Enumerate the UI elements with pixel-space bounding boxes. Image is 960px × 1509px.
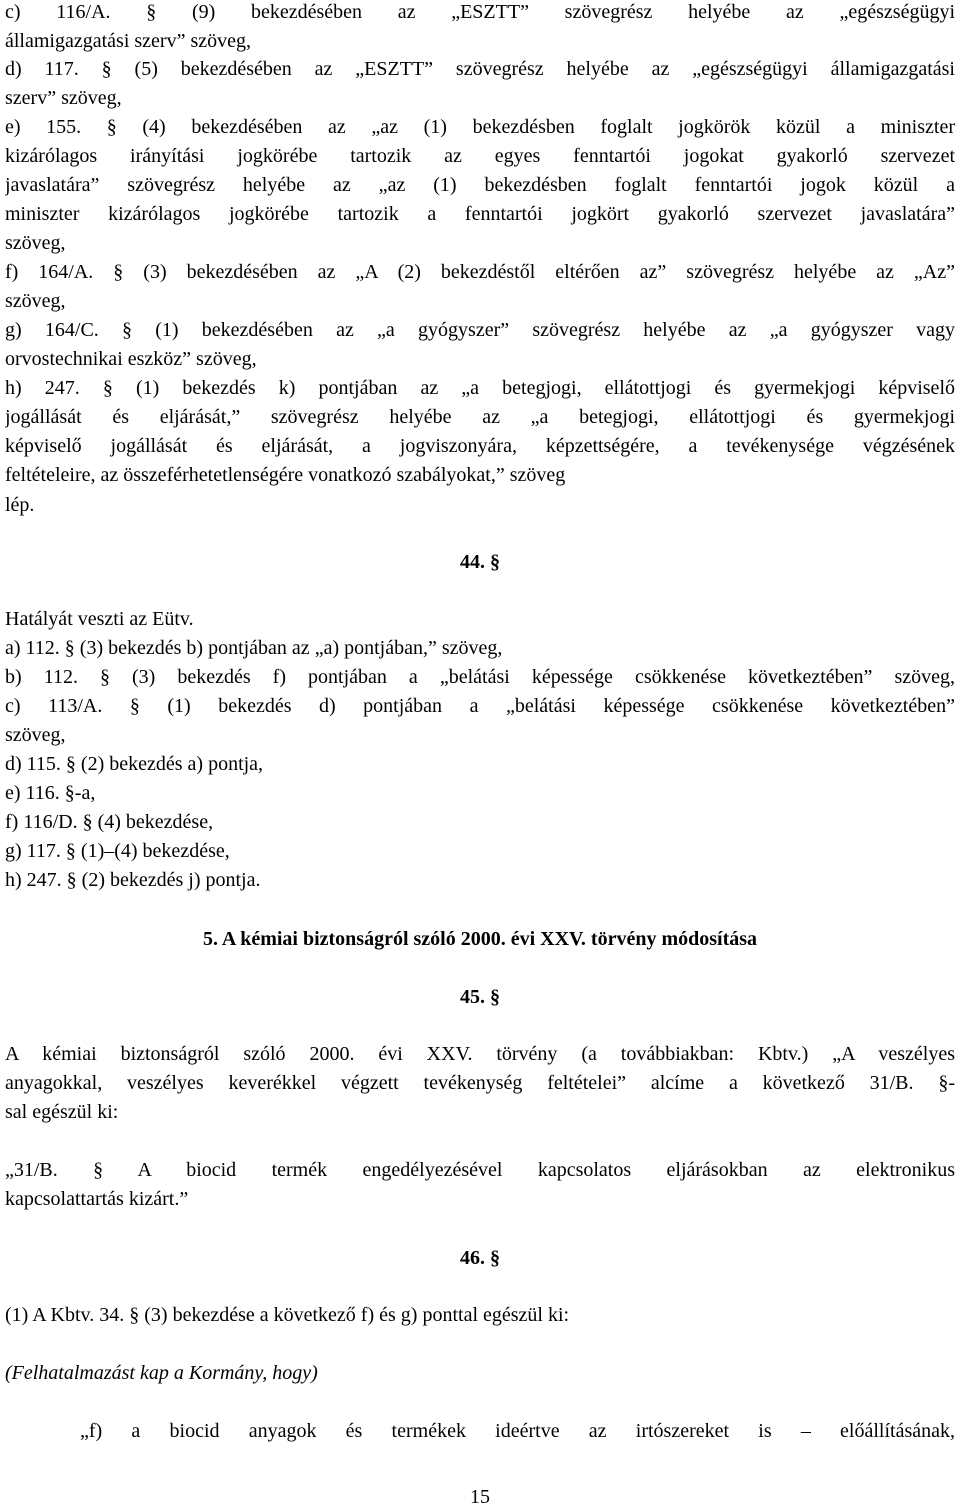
list-item: h) 247. § (2) bekezdés j) pontja. [5,869,261,891]
text-line: feltételeire, az összeférhetetlenségére vonatkozó szabályokat,” szöveg [5,464,566,486]
text-line: (1) A Kbtv. 34. § (3) bekezdése a következő f) és g) ponttal egészül ki: [5,1304,570,1326]
text-line: e) 155. § (4) bekezdésében az „az (1) bekezdésben foglalt jogkörök közül a miniszter [5,116,955,138]
text-line: c) 116/A. § (9) bekezdésében az „ESZTT” szövegrész helyébe az „egészségügyi [5,1,955,23]
text-line: Hatályát veszti az Eütv. [5,608,194,630]
text-line: szöveg, [5,232,66,254]
list-item: e) 116. §-a, [5,782,96,804]
text-line: anyagokkal, veszélyes keverékkel végzett tevékenység feltételei” alcíme a következő 31/B. §- [5,1072,955,1094]
text-line: szöveg, [5,290,66,312]
text-line: d) 117. § (5) bekezdésében az „ESZTT” szövegrész helyébe az „egészségügyi államigazgatási [5,58,955,80]
text-line: „f) a biocid anyagok és termékek ideértve az irtószereket is – előállításának, [80,1420,955,1442]
text-line: lép. [5,494,35,516]
text-line: szerv” szöveg, [5,87,122,109]
text-line: g) 164/C. § (1) bekezdésében az „a gyógyszer” szövegrész helyébe az „a gyógyszer vagy [5,319,955,341]
text-line: h) 247. § (1) bekezdés k) pontjában az „a betegjogi, ellátottjogi és gyermekjogi képviselő [5,377,955,399]
list-item: a) 112. § (3) bekezdés b) pontjában az „a) pontjában,” szöveg, [5,637,503,659]
text-line: államigazgatási szerv” szöveg, [5,30,251,52]
text-line: jogállását és eljárását,” szövegrész helyébe az „a betegjogi, ellátottjogi és gyermekjogi [5,406,955,428]
text-line: sal egészül ki: [5,1101,119,1123]
list-item: g) 117. § (1)–(4) bekezdése, [5,840,230,862]
quote-line: „31/B. § A biocid termék engedélyezésével kapcsolatos eljárásokban az elektronikus [5,1159,955,1181]
text-line: orvostechnikai eszköz” szöveg, [5,348,257,370]
page-number: 15 [470,1486,490,1508]
text-line: miniszter kizárólagos jogkörébe tartozik a fenntartói jogkört gyakorló szervezet javaslatára” [5,203,955,225]
section-heading: 45. § [460,986,500,1008]
quote-line: kapcsolattartás kizárt.” [5,1188,189,1210]
section-heading: 44. § [460,551,500,573]
text-line: képviselő jogállását és eljárását, a jogviszonyára, képzettségére, a tevékenysége végzésének [5,435,955,457]
list-item: f) 116/D. § (4) bekezdése, [5,811,214,833]
italic-line: (Felhatalmazást kap a Kormány, hogy) [5,1362,318,1384]
text-line: javaslatára” szövegrész helyébe az „az (1) bekezdésben foglalt fenntartói jogok közül a [5,174,955,196]
list-item: c) 113/A. § (1) bekezdés d) pontjában a „belátási képessége csökkenése következtében” [5,695,955,717]
text-line: f) 164/A. § (3) bekezdésében az „A (2) bekezdéstől eltérően az” szövegrész helyébe az „Az” [5,261,955,283]
list-item: d) 115. § (2) bekezdés a) pontja, [5,753,264,775]
text-line: kizárólagos irányítási jogkörébe tartozik az egyes fenntartói jogokat gyakorló szervezet [5,145,955,167]
text-line: A kémiai biztonságról szóló 2000. évi XXV. törvény (a továbbiakban: Kbtv.) „A veszélyes [5,1043,955,1065]
list-item: b) 112. § (3) bekezdés f) pontjában a „belátási képessége csökkenése következtében” szöveg, [5,666,955,688]
text-line: szöveg, [5,724,66,746]
section-heading: 46. § [460,1247,500,1269]
chapter-title: 5. A kémiai biztonságról szóló 2000. évi XXV. törvény módosítása [202,928,758,950]
